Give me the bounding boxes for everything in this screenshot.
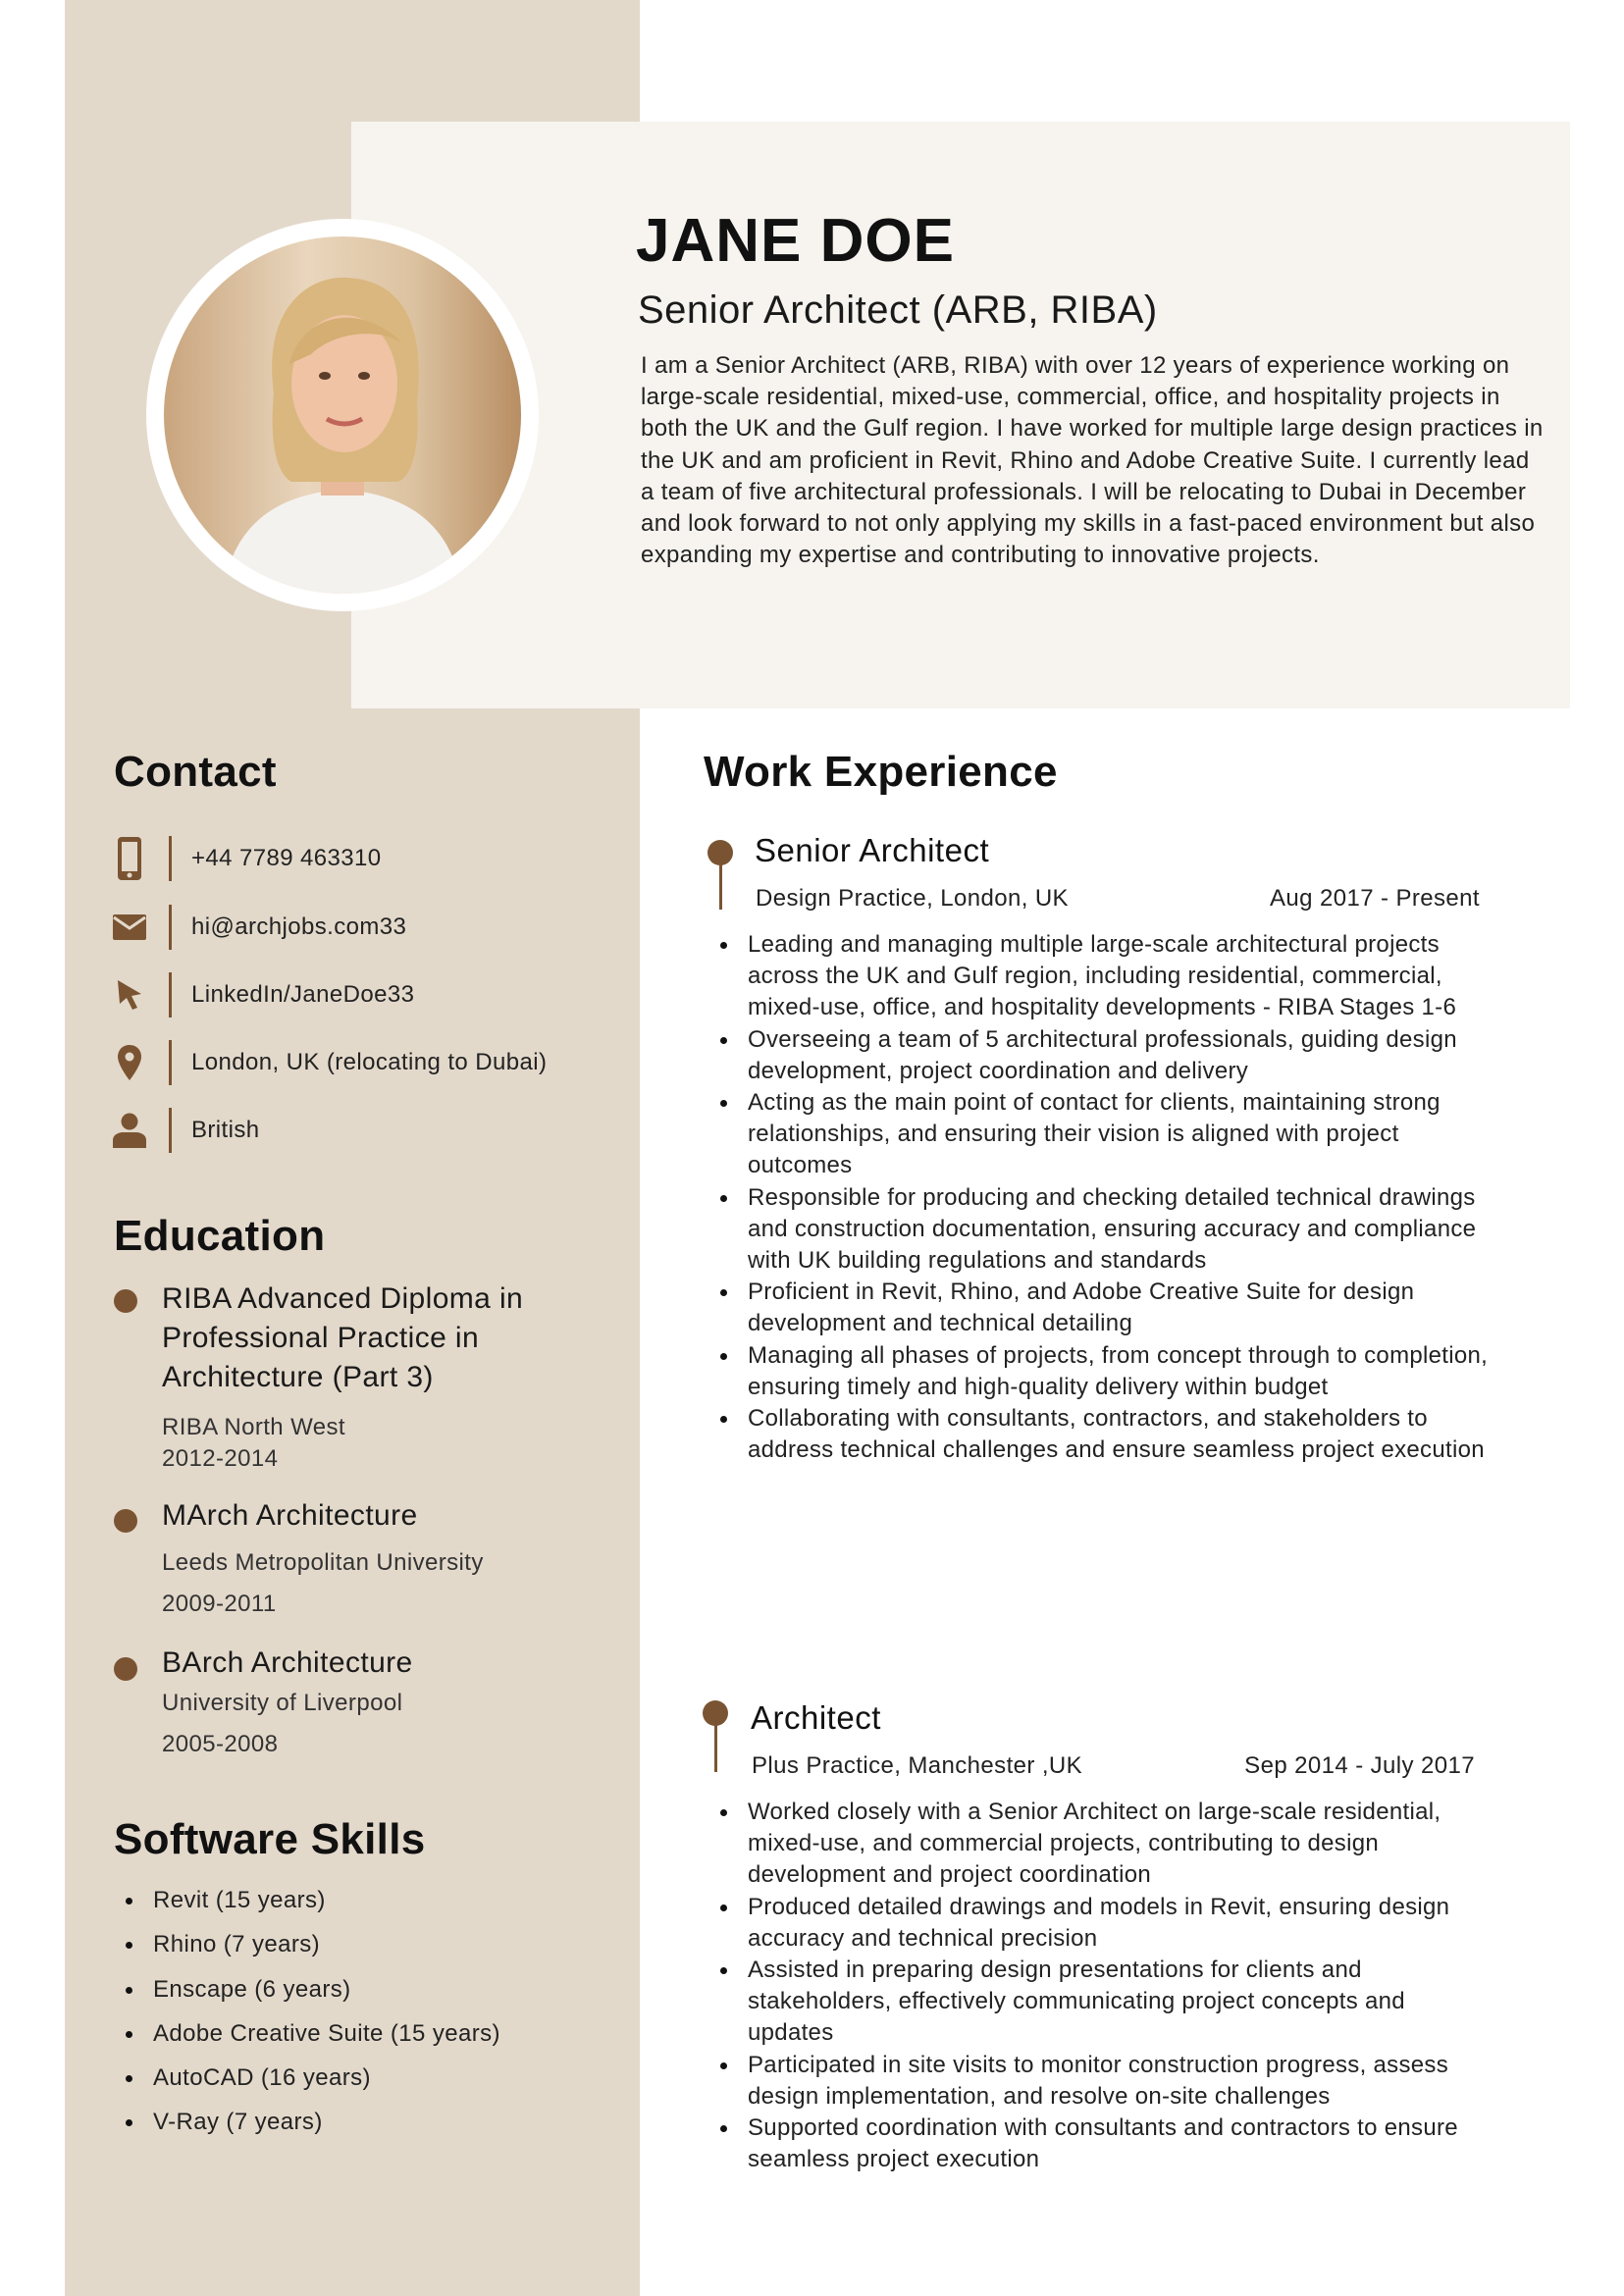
job-company: Plus Practice, Manchester ,UK	[752, 1752, 1083, 1779]
divider	[169, 1108, 172, 1153]
list-item: Acting as the main point of contact for clients, maintaining strong relationships, and ensuring their vision is aligned with project outcomes	[720, 1087, 1495, 1182]
education-school: University of Liverpool	[162, 1690, 403, 1716]
candidate-title: Senior Architect (ARB, RIBA)	[638, 288, 1158, 332]
bullet-dot-icon	[114, 1509, 137, 1533]
contact-location	[110, 1037, 547, 1088]
profile-photo	[146, 219, 539, 611]
skill-item: Rhino (7 years)	[118, 1925, 500, 1969]
education-years: 2012-2014	[162, 1445, 279, 1472]
job-title: Architect	[751, 1699, 881, 1736]
cursor-icon	[110, 972, 149, 1018]
contact-text: London, UK (relocating to Dubai)	[191, 1049, 548, 1075]
divider	[169, 905, 172, 950]
profile-summary: I am a Senior Architect (ARB, RIBA) with over 12 years of experience working on large-scale residential, mixed-use, commercial, office, and hospitality projects in both the UK and the Gulf region. I have worked for multiple large design practices in the UK and am proficient in Revit, Rhino and Adobe Creative Suite. I currently lead a team of five architectural professionals. I will be relocating to Dubai in December and look forward to not only applying my skills in a fast-paced environment but also expanding my expertise and contributing to innovative projects.	[641, 352, 1544, 569]
mail-icon	[110, 905, 149, 950]
list-item: Proficient in Revit, Rhino, and Adobe Creative Suite for design development and technical detailing	[720, 1277, 1495, 1339]
bullet-dot-icon	[114, 1289, 137, 1313]
contact-email	[110, 902, 406, 953]
list-item: Managing all phases of projects, from concept through to completion, ensuring timely and high-quality delivery within budget	[720, 1340, 1495, 1403]
location-pin-icon	[110, 1040, 149, 1085]
phone-icon	[110, 836, 149, 881]
job-title: Senior Architect	[755, 832, 990, 868]
education-title: MArch Architecture	[162, 1499, 418, 1532]
contact-phone	[110, 833, 382, 884]
skill-item: AutoCAD (16 years)	[118, 2059, 500, 2103]
list-item: Supported coordination with consultants and contractors to ensure seamless project execution	[720, 2113, 1495, 2175]
skill-item: Adobe Creative Suite (15 years)	[118, 2014, 500, 2059]
job-bullets	[720, 1797, 1495, 2175]
contact-text: +44 7789 463310	[191, 845, 382, 871]
contact-linkedin	[110, 969, 414, 1020]
job-bullets	[720, 929, 1495, 1466]
education-title: BArch Architecture	[162, 1646, 413, 1679]
skills-list	[118, 1881, 500, 2148]
job-company: Design Practice, London, UK	[756, 885, 1069, 912]
list-item: Overseeing a team of 5 architectural professionals, guiding design development, project coordination and delivery	[720, 1024, 1495, 1087]
list-item: Produced detailed drawings and models in Revit, ensuring design accuracy and technical precision	[720, 1892, 1495, 1955]
timeline-line	[714, 1719, 717, 1772]
divider	[169, 972, 172, 1018]
candidate-name: JANE DOE	[636, 207, 955, 275]
contact-text[interactable]: hi@archjobs.com33	[191, 913, 407, 940]
education-years: 2009-2011	[162, 1591, 277, 1617]
contact-text: British	[191, 1117, 260, 1143]
list-item: Assisted in preparing design presentations for clients and stakeholders, effectively communicating project concepts and updates	[720, 1955, 1495, 2050]
list-item: Leading and managing multiple large-scale architectural projects across the UK and Gulf region, including residential, commercial, mixed-use, office, and hospitality developments - RIBA Stages 1-6	[720, 929, 1495, 1024]
education-heading: Education	[114, 1212, 326, 1260]
person-icon	[110, 1108, 149, 1153]
contact-text[interactable]: LinkedIn/JaneDoe33	[191, 981, 415, 1008]
list-item: Collaborating with consultants, contractors, and stakeholders to address technical challenges and ensure seamless project execution	[720, 1403, 1495, 1466]
list-item: Worked closely with a Senior Architect on large-scale residential, mixed-use, and commercial projects, contributing to design development and project coordination	[720, 1797, 1495, 1892]
skills-heading: Software Skills	[114, 1815, 426, 1863]
education-school: Leeds Metropolitan University	[162, 1549, 484, 1576]
job-dates: Aug 2017 - Present	[1269, 885, 1480, 912]
divider	[169, 836, 172, 881]
list-item: Responsible for producing and checking detailed technical drawings and construction documentation, ensuring accuracy and compliance with UK building regulations and standards	[720, 1182, 1495, 1278]
work-heading: Work Experience	[704, 748, 1058, 796]
skill-item: Revit (15 years)	[118, 1881, 500, 1925]
education-title: RIBA Advanced Diploma in Professional Practice in Architecture (Part 3)	[162, 1282, 524, 1393]
list-item: Participated in site visits to monitor construction progress, assess design implementation, and resolve on-site challenges	[720, 2050, 1495, 2113]
education-years: 2005-2008	[162, 1731, 279, 1757]
timeline-line	[719, 859, 722, 910]
skill-item: Enscape (6 years)	[118, 1970, 500, 2014]
contact-nationality	[110, 1105, 259, 1156]
job-dates: Sep 2014 - July 2017	[1244, 1752, 1475, 1779]
contact-heading: Contact	[114, 748, 277, 796]
skill-item: V-Ray (7 years)	[118, 2103, 500, 2147]
bullet-dot-icon	[114, 1657, 137, 1681]
education-school: RIBA North West	[162, 1414, 345, 1440]
divider	[169, 1040, 172, 1085]
